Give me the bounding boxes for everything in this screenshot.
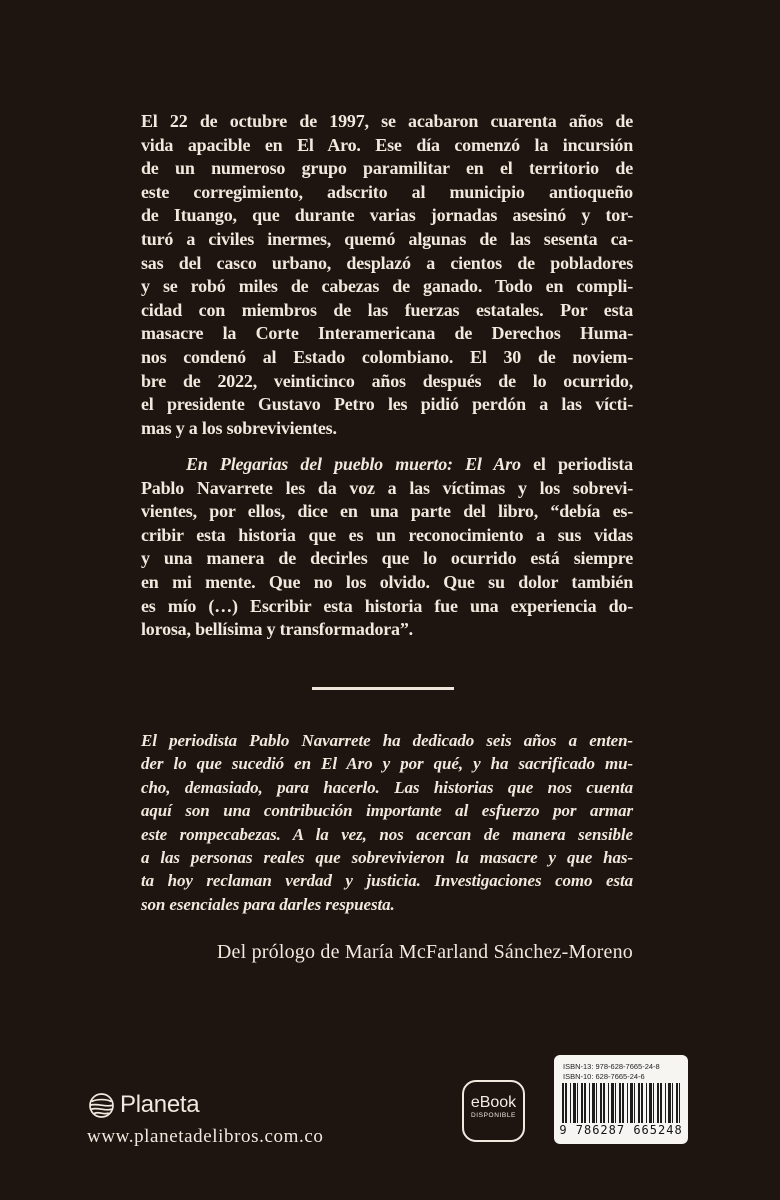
text-line: en mi mente. Que no los olvido. Que su dolor también: [141, 571, 633, 592]
quote-attribution: Del prólogo de María McFarland Sánchez-Moreno: [216, 941, 633, 963]
text-line: cidad con miembros de las fuerzas estatales. Por esta: [141, 299, 633, 320]
prologue-quote: [141, 729, 633, 916]
text-line: der lo que sucedió en El Aro y por qué, y ha sacrificado mu-: [141, 754, 633, 774]
text-line: ta hoy reclaman verdad y justicia. Investigaciones como esta: [141, 871, 633, 891]
globe-icon: [88, 1092, 115, 1119]
synopsis-paragraph-2: [141, 453, 633, 642]
text-line: turó a civiles inermes, quemó algunas de las sesenta ca-: [141, 228, 633, 249]
synopsis-paragraph-2-continued: [141, 477, 633, 642]
text-line: el presidente Gustavo Petro les pidió perdón a las vícti-: [141, 394, 633, 415]
text-line: cho, demasiado, para hacerlo. Las historias que nos cuenta: [141, 777, 633, 797]
synopsis-paragraph-1: [141, 110, 633, 440]
text-line: El 22 de octubre de 1997, se acabaron cuarenta años de: [141, 111, 633, 131]
text-line: este corregimiento, adscrito al municipio antioqueño: [141, 181, 633, 202]
text-line: mas y a los sobrevivientes.: [141, 417, 337, 438]
ebook-badge-title: eBook: [470, 1094, 517, 1111]
publisher-logo: [88, 1091, 199, 1119]
text-line: y una manera de decirles que lo ocurrido está siempre: [141, 548, 633, 569]
text-line: sas del casco urbano, desplazó a cientos de pobladores: [141, 252, 633, 273]
publisher-wordmark: Planeta: [120, 1091, 200, 1118]
barcode-number: 9 786287 665248: [559, 1123, 683, 1137]
text-line: son esenciales para darles respuesta.: [141, 894, 395, 914]
text-line: y se robó miles de cabezas de ganado. Todo en compli-: [141, 276, 633, 297]
ebook-badge: [462, 1080, 525, 1142]
text-line: de Ituango, que durante varias jornadas asesinó y tor-: [141, 205, 633, 226]
text-line: El periodista Pablo Navarrete ha dedicado seis años a enten-: [141, 731, 633, 750]
text-line: de un numeroso grupo paramilitar en el territorio de: [141, 158, 633, 179]
section-divider: [312, 687, 454, 690]
text-line: [141, 453, 633, 477]
barcode-label: [554, 1055, 688, 1144]
ebook-badge-subtitle: DISPONIBLE: [470, 1112, 516, 1119]
book-title-inline: En Plegarias del pueblo muerto: El Aro: [186, 454, 521, 474]
text-line: es mío (…) Escribir esta historia fue una experiencia do-: [141, 595, 633, 616]
text-line: nos condenó al Estado colombiano. El 30 de noviem-: [141, 346, 633, 367]
text-line: vida apacible en El Aro. Ese día comenzó la incursión: [141, 134, 633, 155]
barcode-bars: [562, 1083, 680, 1123]
isbn10-text: ISBN-10: 628-7665-24-6: [563, 1071, 645, 1081]
publisher-website: www.planetadelibros.com.co: [87, 1126, 324, 1147]
isbn13-text: ISBN-13: 978-628-7665-24-8: [563, 1062, 660, 1071]
text-line: lorosa, bellísima y transformadora”.: [141, 619, 413, 640]
text-line: vientes, por ellos, dice en una parte del libro, “debía es-: [141, 501, 633, 522]
text-run: el periodista: [520, 454, 633, 474]
text-line: aquí son una contribución importante al esfuerzo por armar: [141, 801, 633, 821]
text-line: a las personas reales que sobrevivieron la masacre y que has-: [141, 848, 633, 868]
text-line: este rompecabezas. A la vez, nos acercan de manera sensible: [141, 824, 633, 844]
text-line: Pablo Navarrete les da voz a las víctimas y los sobrevi-: [141, 477, 633, 498]
text-line: bre de 2022, veinticinco años después de lo ocurrido,: [141, 370, 633, 391]
text-line: cribir esta historia que es un reconocimiento a sus vidas: [141, 524, 633, 545]
text-line: masacre la Corte Interamericana de Derechos Huma-: [141, 323, 633, 344]
